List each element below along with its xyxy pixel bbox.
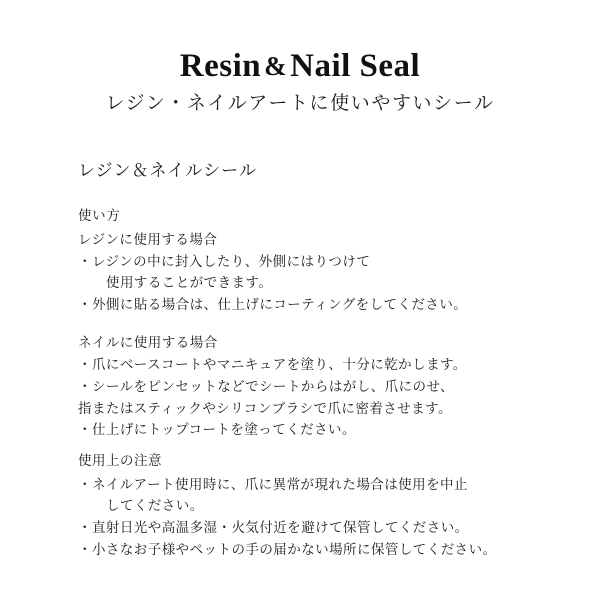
resin-usage-group bbox=[78, 229, 548, 316]
resin-usage-title: レジンに使用する場合 bbox=[78, 232, 218, 248]
page-title-left: Resin bbox=[179, 48, 262, 84]
notice-line: ・ネイルアート使用時に、爪に異常が現れた場合は使用を中止 bbox=[78, 476, 468, 492]
page-title-right: Nail Seal bbox=[290, 48, 421, 84]
notice-title: 使用上の注意 bbox=[78, 453, 162, 468]
page-subtitle: レジン・ネイルアートに使いやすいシール bbox=[105, 93, 495, 115]
nail-usage-line: ・仕上げにトップコートを塗ってください。 bbox=[78, 422, 356, 438]
nail-usage-line: ・爪にベースコートやマニキュアを塗り、十分に乾かします。 bbox=[78, 356, 467, 372]
ampersand-glyph: & bbox=[264, 51, 288, 81]
nail-usage-line: ・シールをピンセットなどでシートからはがし、爪にのせ、 bbox=[78, 378, 454, 394]
notice-line: ・小さなお子様やペットの手の届かない場所に保管してください。 bbox=[78, 542, 497, 558]
nail-usage-line: 指またはスティックやシリコンブラシで爪に密着させます。 bbox=[78, 400, 452, 416]
resin-usage-line: ・レジンの中に封入したり、外側にはりつけて bbox=[78, 253, 371, 269]
resin-usage-line: ・外側に貼る場合は、仕上げにコーティングをしてください。 bbox=[78, 297, 468, 313]
nail-usage-group bbox=[78, 332, 548, 441]
nail-usage-title: ネイルに使用する場合 bbox=[78, 335, 218, 351]
notice-line: してください。 bbox=[106, 498, 204, 514]
instructions-body bbox=[78, 160, 548, 457]
resin-usage-line: 使用することができます。 bbox=[106, 275, 273, 291]
title-block bbox=[0, 48, 600, 116]
usage-label: 使い方 bbox=[78, 208, 121, 224]
section-heading: レジン＆ネイルシール bbox=[78, 161, 258, 180]
page-title bbox=[0, 48, 600, 84]
notice-line: ・直射日光や高温多湿・火気付近を避けて保管してください。 bbox=[78, 520, 469, 536]
notice-block bbox=[78, 450, 548, 561]
